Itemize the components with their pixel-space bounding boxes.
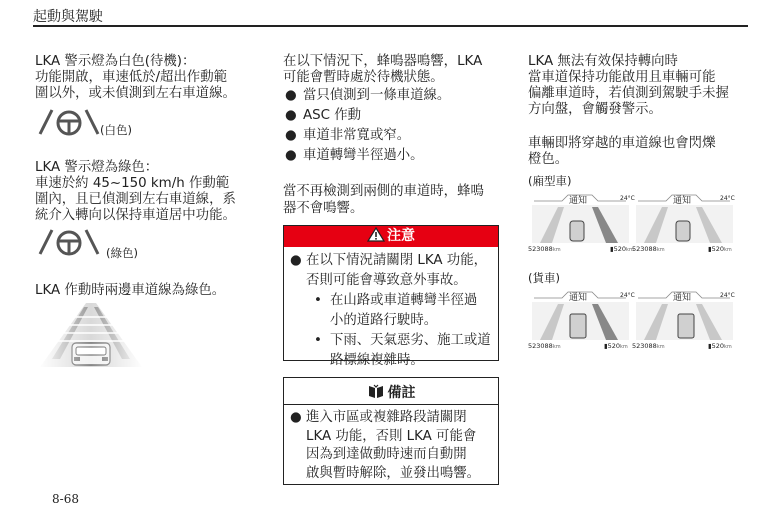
caution-box [283,225,499,368]
note-body: ● 進入市區或複雜路段請關閉 LKA 功能，否則 LKA 可能會 因為到達做動時速而自動開 啟與暫時解除，並發出鳴響。 [290,410,481,481]
note-box [283,377,499,485]
flash-text-2: 橙色。 [528,152,569,167]
no-beep-text-1: 當不再檢測到兩側的車道時，蜂鳴 [283,184,484,199]
note-header: 備註 [284,378,498,405]
green-indicator-text-1: 車速於約 45~150 km/h 作動範 [35,176,230,191]
white-indicator-heading: LKA 警示燈為白色(待機)： [35,54,196,69]
cluster-panel-sedan-right: 通知 24°C 523088km ▮520km [632,193,737,253]
cluster-panel-sedan-left: 通知 24°C 523088km ▮520km [528,195,635,253]
sedan-label: (廂型車) [528,174,572,188]
white-indicator-text-1: 功能開啟，車速低於/超出作動範 [35,70,227,85]
list-item: ● 當只偵測到一條車道線。 [285,88,451,103]
hands-off-text-1: LKA 無法有效保持轉向時 [528,54,678,69]
cluster-panel-truck-right: 通知 24°C 523088km ▮520km [632,290,737,350]
flash-text-1: 車輛即將穿越的車道線也會閃爍 [528,136,716,151]
cluster-panel-truck-left: 通知 24°C 523088km ▮520km [528,292,635,350]
caution-header: 注意 [284,226,498,247]
page-header-title: 起動與駕駛 [33,9,103,25]
standby-bullet-list [285,86,450,166]
truck-label: (貨車) [528,271,560,285]
standby-intro-2: 可能會暫時處於待機狀態。 [283,70,444,85]
list-item: ● 車道轉彎半徑過小。 [285,148,424,163]
note-icon [367,384,385,399]
lka-green-icon [38,226,100,258]
page-number: 8-68 [52,492,79,506]
hands-off-text-2: 當車道保持功能啟用且車輛可能 [528,70,716,85]
list-item: ● ASC 作動 [285,108,362,123]
green-indicator-heading: LKA 警示燈為綠色： [35,160,159,175]
hands-off-text-4: 方向盤，會觸發警示。 [528,102,662,117]
header-divider [33,25,748,27]
white-indicator-caption: (白色) [100,123,132,137]
no-beep-text-2: 器不會鳴響。 [283,201,364,216]
green-indicator-text-2: 圍內，且已偵測到左右車道線，系 [35,192,236,207]
white-indicator-text-2: 圍以外，或未偵測到左右車道線。 [35,86,236,101]
standby-intro-1: 在以下情況下，蜂鳴器鳴響，LKA [283,54,483,69]
warning-triangle-icon [367,227,385,242]
green-indicator-text-3: 統介入轉向以保持車道居中功能。 [35,208,236,223]
list-item: ● 車道非常寬或窄。 [285,128,411,143]
lane-lines-green-text: LKA 作動時兩邊車道線為綠色。 [35,283,226,298]
hands-off-text-3: 偏離車道時，若偵測到駕駛手未握 [528,86,729,101]
green-indicator-caption: (綠色) [106,246,138,260]
lka-white-icon [38,106,100,138]
caution-body: ● 在以下情況請關閉 LKA 功能， 否則可能會導致意外事故。 • 在山路或車道轉彎半徑過 小的道路行駛時。 • 下雨、天氣惡劣、施工或道 路標線複雜時。 [290,253,491,368]
lane-lines-illustration [38,303,144,367]
